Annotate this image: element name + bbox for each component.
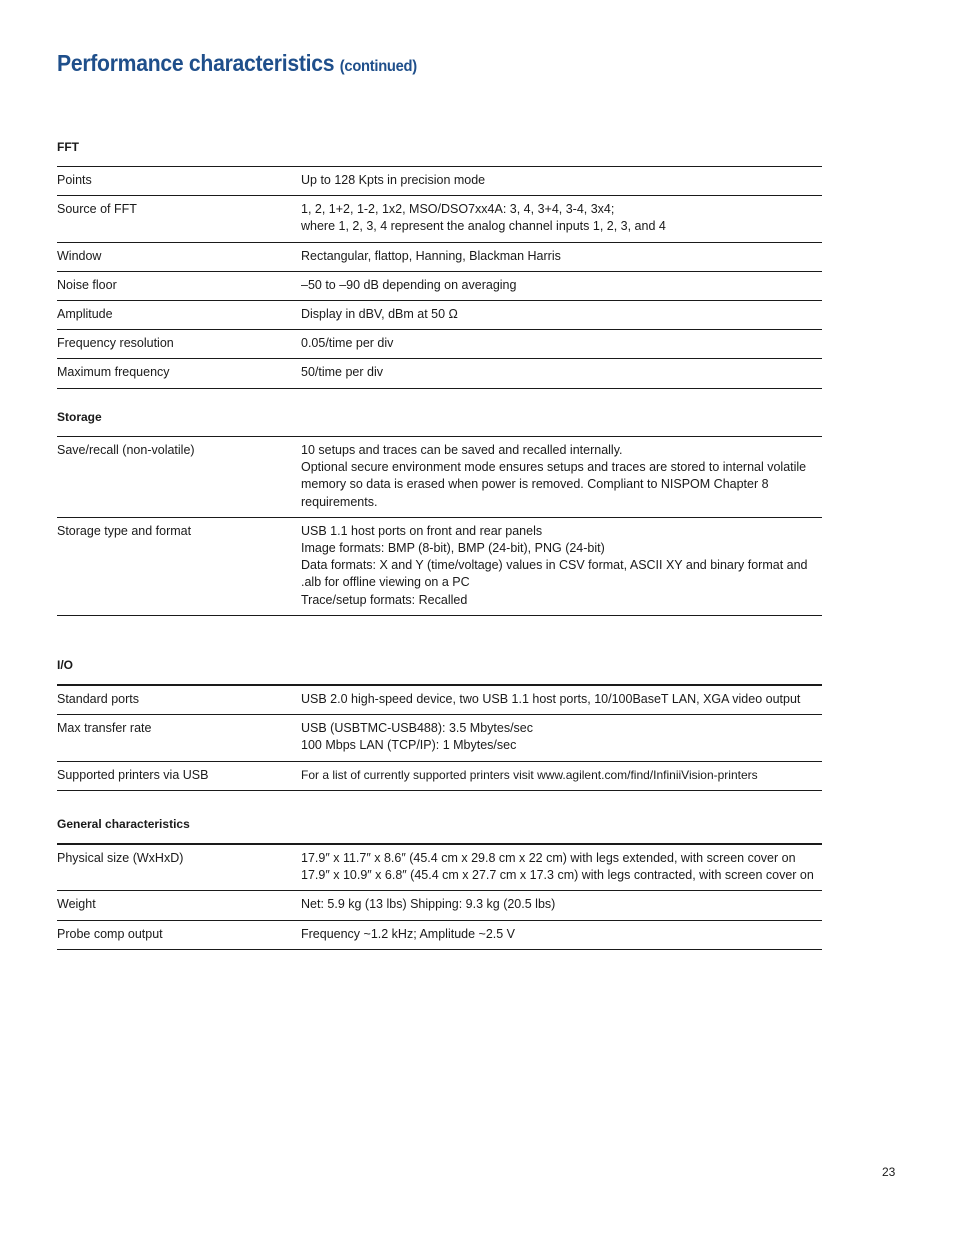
row-label: Maximum frequency [57,365,170,380]
row-label: Points [57,173,92,187]
row-value-line: Display in dBV, dBm at 50 Ω [301,307,458,322]
table-row [57,330,822,359]
row-value-line: –50 to –90 dB depending on averaging [301,277,517,292]
row-value [301,335,822,352]
table-row [57,518,822,616]
row-label: Window [57,248,102,263]
page-title-suffix: (continued) [339,58,417,75]
row-value [301,248,822,265]
table-row [57,272,822,301]
general-section [57,818,822,950]
row-label: Max transfer rate [57,721,152,736]
row-value-line: 1, 2, 1+2, 1-2, 1x2, MSO/DSO7xx4A: 3, 4, 3+4, 3-4, 3x4; [301,202,615,217]
row-value [301,767,822,784]
table-row [57,845,822,891]
general-rows [57,845,822,950]
row-value-line: requirements. [301,494,378,509]
row-label: Amplitude [57,307,113,322]
row-value-line: Data formats: X and Y (time/voltage) values in CSV format, ASCII XY and binary format and [301,558,808,573]
row-value [301,523,822,609]
row-value-line: For a list of currently supported printers visit www.agilent.com/find/InfiniiVision-printers [301,767,758,782]
row-value-line: .alb for offline viewing on a PC [301,575,470,590]
row-label: Supported printers via USB [57,767,209,782]
io-section [57,659,822,791]
row-value [301,850,822,884]
row-value-line: Trace/setup formats: Recalled [301,592,468,607]
table-row [57,891,822,920]
fft-section [57,141,822,389]
row-label: Standard ports [57,692,139,706]
io-heading: I/O [57,659,822,686]
row-value-line: Rectangular, flattop, Hanning, Blackman Harris [301,248,561,263]
row-value-line: USB 2.0 high-speed device, two USB 1.1 host ports, 10/100BaseT LAN, XGA video output [301,692,801,706]
row-value-line: USB 1.1 host ports on front and rear panels [301,523,543,538]
row-value [301,364,822,381]
row-value-line: 17.9″ x 10.9″ x 6.8″ (45.4 cm x 27.7 cm x 17.3 cm) with legs contracted, with screen cover on [301,868,814,883]
row-value [301,896,822,913]
row-label: Save/recall (non-volatile) [57,443,195,457]
row-value-line: Image formats: BMP (8-bit), BMP (24-bit), PNG (24-bit) [301,541,605,556]
table-row [57,301,822,330]
row-value-line: 100 Mbps LAN (TCP/IP): 1 Mbytes/sec [301,738,517,753]
fft-rows [57,167,822,389]
row-value [301,277,822,294]
table-row [57,762,822,791]
table-row [57,686,822,715]
row-value-line: where 1, 2, 3, 4 represent the analog channel inputs 1, 2, 3, and 4 [301,219,666,234]
storage-heading: Storage [57,411,822,437]
row-value-line: Optional secure environment mode ensures setups and traces are stored to internal volatile [301,460,807,475]
table-row [57,437,822,518]
row-value [301,306,822,323]
row-label: Frequency resolution [57,336,174,351]
table-row [57,921,822,950]
row-value [301,691,822,708]
row-label: Probe comp output [57,926,163,941]
row-label: Weight [57,897,96,912]
row-value-line: Frequency ~1.2 kHz; Amplitude ~2.5 V [301,926,516,941]
general-heading: General characteristics [57,818,822,845]
row-value [301,172,822,189]
page-title [57,50,417,77]
storage-rows [57,437,822,616]
table-row [57,359,822,388]
row-value-line: 0.05/time per div [301,336,394,351]
row-value [301,926,822,943]
row-value-line: 17.9″ x 11.7″ x 8.6″ (45.4 cm x 29.8 cm x 22 cm) with legs extended, with screen cover on [301,851,796,865]
table-row [57,196,822,242]
row-label: Storage type and format [57,523,192,538]
row-value-line: USB (USBTMC-USB488): 3.5 Mbytes/sec [301,721,534,736]
fft-heading: FFT [57,141,822,167]
row-value [301,201,822,235]
table-row [57,715,822,761]
row-value-line: memory so data is erased when power is removed. Compliant to NISPOM Chapter 8 [301,477,769,492]
table-row [57,167,822,196]
io-rows [57,686,822,791]
page-title-main: Performance characteristics [57,50,335,76]
table-row [57,243,822,272]
row-value [301,720,822,754]
row-label: Physical size (WxHxD) [57,851,184,865]
row-value-line: Net: 5.9 kg (13 lbs) Shipping: 9.3 kg (20.5 lbs) [301,897,556,912]
row-value [301,442,822,511]
page-number: 23 [882,1165,896,1179]
row-value-line: Up to 128 Kpts in precision mode [301,173,486,187]
row-value-line: 10 setups and traces can be saved and recalled internally. [301,443,623,457]
row-value-line: 50/time per div [301,365,383,380]
storage-section [57,411,822,616]
row-label: Source of FFT [57,202,137,217]
row-label: Noise floor [57,277,117,292]
